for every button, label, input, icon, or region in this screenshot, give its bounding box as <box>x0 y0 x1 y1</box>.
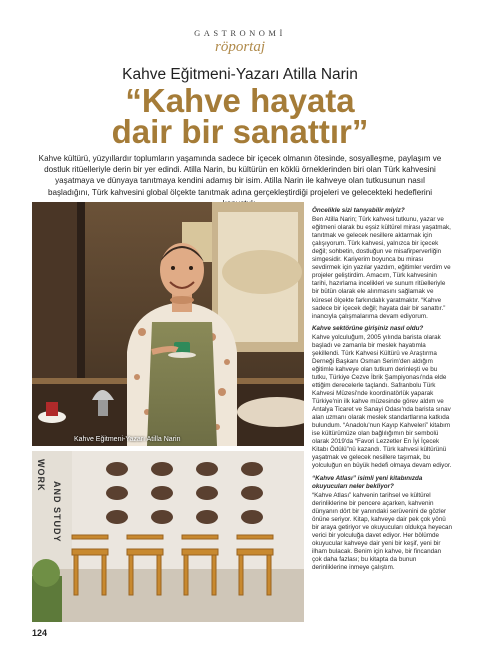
article-kicker: Kahve Eğitmeni-Yazarı Atilla Narin <box>122 66 358 83</box>
answer-3: “Kahve Atlası” kahvenin tarihsel ve kültürel derinliklerine bir pencere açarken, kahvenin dünyanın dört bir yanındaki serüvenini de gözler önüne seriyor. Kitap, kahveye dair pek çok yönü bir araya getiriyor ve okuyucuları oldukça heyecan verici bir yolculuğa davet ediyor. Her bölümde okuyucular kahveye dair yeni bir keşif, yeni bir ilham bulacak. Benim için kahve, bir fincandan çok daha fazlası; bu kitapta da bunun derinliklerine inmeye çalıştım. <box>312 491 453 572</box>
section-label: GASTRONOMİ <box>194 28 286 38</box>
portrait-photo <box>32 202 304 446</box>
question-1: Öncelikle sizi tanıyabilir miyiz? <box>312 207 405 214</box>
photo-caption: Kahve Eğitmeni-Yazarı Atilla Narin <box>74 436 181 443</box>
question-3: “Kahve Atlası” isimli yeni kitabınızda okuyucuları neler bekliyor? <box>312 474 423 490</box>
wall-text-and-study: AND STUDY <box>52 481 62 543</box>
cafe-illustration <box>32 451 304 622</box>
article-headline <box>0 82 480 150</box>
headline-line-2: dair bir sanattır” <box>111 113 369 150</box>
wall-text-work: WORK <box>36 459 46 492</box>
answer-2: Kahve yolculuğum, 2005 yılında barista olarak başladı ve zamanla bir meslek hayatımla şekillendi. Türk Kahvesi Kültürü ve Araştırma Derneği Başkanı Osman Serim'den aldığım eğitimle kahveye olan tutkum derinleşti ve bu tutku, Türkiye Cezve İbrik Şampiyonası'nda elde ettiğim derecelerle taçlandı. Safranbolu Türk Kahvesi Müzesi'nde koordinatörlük yaparak Türkiye'nin ilk kahve müzesinde görev aldım ve Antalya Ticaret ve Sanayi Odası'nda barista sınav alan uzmanı olarak meslek standartlarına katkıda bulundum. “Anadolu'nun Kayıp Kahveleri” kitabım ise kültürümüze olan bağlılığımın bir sembolü olarak 2019'da “Favori Lezzetler En İyi İçecek Kitabı Ödülü”nü kazandı. Türk kahvesi kültürünü yaşatmak ve gelecek nesillere taşımak, bu yolculuğun en büyük hedefi olmaya devam ediyor. <box>312 333 452 470</box>
answer-1: Ben Atilla Narin; Türk kahvesi tutkunu, yazar ve eğitmeni olarak bu eşsiz kültürel mirası yaşatmak, tanıtmak ve gelecek nesillere aktarmak için çalışıyorum. Türk kahvesi, yalnızca bir içecek değil; sohbetin, dostluğun ve misafirperverliğin simgesidir. Kariyerim boyunca bu mirası sevdirmek için yazılar yazdım, eğitimler verdim ve projeler geliştirdim. Amacım, Türk kahvesinin tarihi, hazırlama incelikleri ve sunum ritüelleriyle bir bütün olarak ele alınmasını sağlamak ve küresel ölçekte farkındalık yaratmaktır. “Kahve sadece bir içecek değil; hayata dair bir sanattır.” inancıyla çalışmalarıma devam ediyorum. <box>312 216 451 320</box>
subsection-label: röportaj <box>214 39 265 55</box>
article-lead: Kahve kültürü, yüzyıllardır toplumların yaşamında sadece bir içecek olmanın ötesinde, sosyalleşme, paylaşım ve dostluk ritüelleriyle derin bir yer edindi. Atilla Narin, bu kültürün en köklü örneklerinden biri olan Türk kahvesini yaşatmaya ve dünyaya tanıtmaya kendini adamış bir isim. Atilla Narin ile kahveye olan tutkusunun nasıl başladığını, Türk kahvesini global ölçekte tanıtmak adına gerçekleştirdiği projeleri ve gelecekteki hedeflerini <box>38 154 442 197</box>
interview-column <box>312 203 452 575</box>
question-2: Kahve sektörüne girişiniz nasıl oldu? <box>312 324 424 332</box>
headline-line-1: “Kahve hayata <box>125 82 355 119</box>
portrait-illustration <box>32 202 304 446</box>
cafe-interior-photo <box>32 451 304 622</box>
page-number: 124 <box>32 628 48 638</box>
